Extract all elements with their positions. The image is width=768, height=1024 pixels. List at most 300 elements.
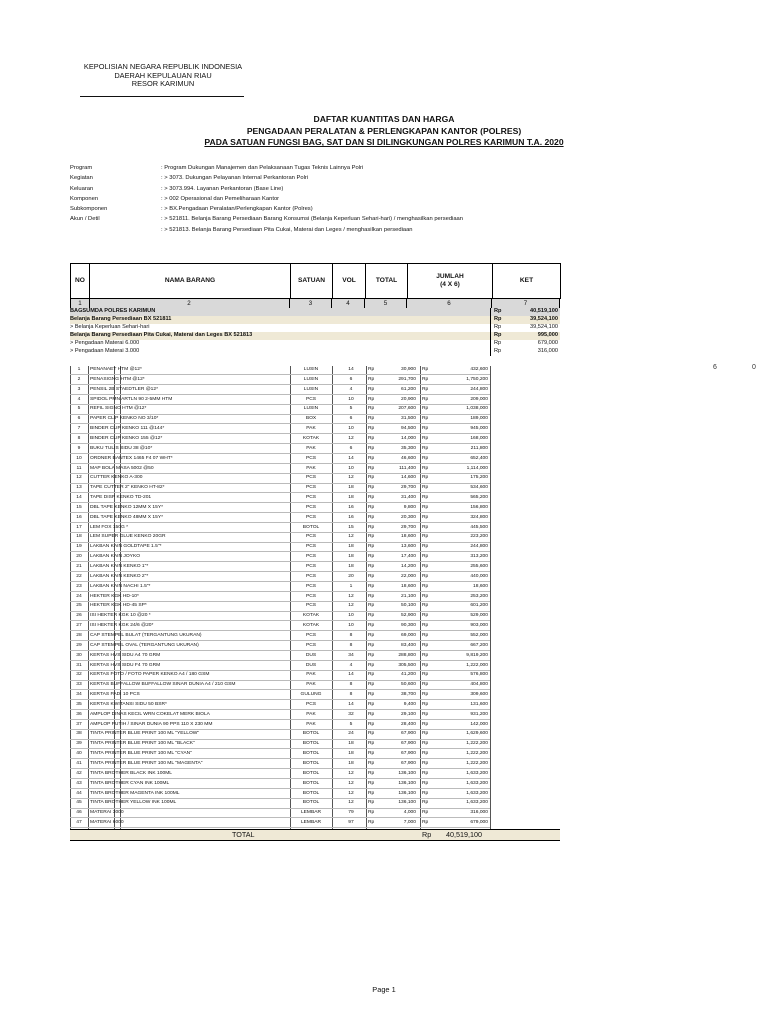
item-amount: 1,038,000 [466,406,488,412]
item-price: 136,100 [398,780,416,786]
item-unit: KOTAK [302,613,320,619]
item-rp: Rp [368,692,375,698]
meta-label: Komponen [70,195,99,202]
item-amount: 445,500 [470,524,488,530]
item-no: 41 [76,761,82,766]
item-name: REFIL SIGNO HTM @12* [90,406,147,412]
column-number-row [70,299,560,308]
item-vol: 18 [348,544,354,550]
item-rp: Rp [422,672,429,678]
item-amount: 1,222,000 [466,662,488,668]
item-no: 1 [77,367,81,372]
item-no: 7 [77,426,81,432]
item-rp: Rp [368,593,375,599]
item-vol: 18 [348,751,354,757]
col-header-total: TOTAL [366,264,408,299]
title-line-1: DAFTAR KUANTITAS DAN HARGA [313,114,455,124]
item-price: 20,900 [401,396,416,402]
item-amount: 142,000 [470,721,488,727]
item-name: TAPE CUTTER 2" KENKO HT-82* [90,485,165,491]
item-no: 15 [76,504,82,510]
column-number: 4 [332,299,365,308]
item-name: TINTA PRINTER BLUE PRINT 100 ML "YELLOW" [90,731,200,737]
item-rp: Rp [422,386,429,392]
item-name: TINTA BROTHER YELLOW INK 100ML [90,800,177,806]
item-vol: 18 [348,554,354,560]
item-rp: Rp [422,721,429,727]
item-rp: Rp [422,770,429,776]
item-amount: 534,600 [470,485,488,491]
item-name: BINDER CLIP KENKO 155 @12* [90,435,163,441]
item-amount: 309,600 [470,692,488,698]
item-vol: 8 [349,632,353,638]
item-unit: PAK [306,445,316,451]
item-vol: 97 [348,820,354,826]
item-vol: 14 [348,701,354,707]
item-rp: Rp [422,396,429,402]
item-amount: 903,000 [470,623,488,629]
item-vol: 18 [348,485,354,491]
item-no: 16 [76,514,82,520]
item-rp: Rp [368,534,375,540]
item-vol: 15 [348,524,354,530]
item-unit: LUSIN [303,406,319,412]
item-unit: BOTOL [302,770,320,776]
item-unit: PCS [305,632,317,638]
table-row [70,730,490,739]
item-no: 25 [76,603,82,609]
table-row [70,415,490,424]
item-rp: Rp [368,820,375,826]
letterhead [82,63,244,89]
item-rp: Rp [422,800,429,806]
item-name: KERTAS FOTO / FOTO PAPER KENKO A4 / 180 GSM [90,672,210,678]
item-rp: Rp [368,721,375,727]
item-name: CAP STEMPEL BULAT (TERGANTUNG UKURAN) [90,632,202,638]
item-unit: BOTOL [302,780,320,786]
item-rp: Rp [422,495,429,501]
item-price: 21,100 [401,593,416,599]
table-row [70,602,490,611]
item-price: 9,400 [403,701,416,707]
table-row [70,780,490,789]
item-unit: PAK [306,682,316,688]
letterhead-line-3: RESOR KARIMUN [131,79,195,89]
summary-divider [490,308,491,316]
item-rp: Rp [368,386,375,392]
item-unit: LEMBAR [300,820,322,826]
item-rp: Rp [368,485,375,491]
item-vol: 12 [348,534,354,540]
item-no: 31 [76,662,82,668]
item-amount: 18,600 [473,583,488,589]
item-amount: 1,222,200 [466,761,488,766]
item-unit: BOX [305,416,317,422]
total-label: TOTAL [232,830,255,839]
item-rp: Rp [422,426,429,432]
item-price: 4,000 [403,810,416,816]
item-rp: Rp [422,544,429,550]
item-name: AMPLOP PUTIH / SINAR DUNIA 90 PPS 110 X 230 MM [90,721,213,727]
item-rp: Rp [422,652,429,658]
item-rp: Rp [422,376,429,382]
table-row [70,484,490,493]
table-row [70,504,490,513]
item-price: 305,500 [398,662,416,668]
item-unit: PCS [305,396,317,402]
item-rp: Rp [422,662,429,668]
item-vol: 12 [348,800,354,806]
letterhead-line-2: DAERAH KEPULAUAN RIAU [114,70,212,80]
item-price: 22,000 [401,573,416,579]
item-amount: 601,200 [470,603,488,609]
item-unit: LUSIN [303,367,319,372]
item-vol: 14 [348,455,354,461]
item-rp: Rp [368,800,375,806]
item-unit: PCS [305,642,317,648]
item-amount: 931,200 [470,711,488,717]
table-row [70,386,490,395]
summary-label: > Pengadaan Materai 3.000 [70,348,140,354]
item-no: 23 [76,583,82,589]
item-no: 5 [77,406,81,412]
item-name: TINTA BROTHER CYAN INK 100ML [90,780,170,786]
item-vol: 12 [348,593,354,599]
table-row [70,573,490,582]
item-amount: 529,000 [470,613,488,619]
col-header-jumlah: JUMLAH (4 X 6) [408,264,493,299]
item-rp: Rp [422,780,429,786]
item-unit: PCS [305,564,317,569]
item-rp: Rp [422,810,429,816]
item-rp: Rp [368,514,375,520]
item-price: 46,600 [401,455,416,461]
item-vol: 5 [349,406,353,412]
item-name: HEKTER KGK HD-45 SP* [90,603,147,609]
table-row [70,524,490,533]
item-rp: Rp [422,524,429,530]
item-rp: Rp [368,701,375,707]
table-row [70,691,490,700]
item-no: 38 [76,731,82,737]
item-vol: 18 [348,564,354,569]
item-unit: PCS [305,455,317,461]
item-price: 50,100 [401,603,416,609]
item-rp: Rp [422,416,429,422]
item-rp: Rp [422,731,429,737]
item-rp: Rp [368,741,375,747]
item-vol: 12 [348,780,354,786]
item-unit: LUSIN [303,386,319,392]
column-number: 1 [70,299,90,308]
item-price: 20,300 [401,514,416,520]
table-row [70,593,490,602]
item-vol: 8 [349,642,353,648]
item-name: KERTAS KWITANSI SIDU 50 BSR* [90,701,167,707]
item-rp: Rp [422,751,429,757]
summary-label: Belanja Barang Persediaan BX 521811 [70,316,172,322]
item-vol: 24 [348,731,354,737]
meta-label: Kegiatan [70,175,93,182]
item-price: 7,000 [403,820,416,826]
item-vol: 6 [349,445,353,451]
item-amount: 223,200 [470,534,488,540]
item-price: 41,200 [401,672,416,678]
item-name: KERTAS HVS SIDU A4 70 GRM [90,652,161,658]
item-no: 12 [76,475,82,481]
item-no: 18 [76,534,82,540]
item-unit: PCS [305,554,317,560]
item-rp: Rp [422,623,429,629]
item-unit: PCS [305,504,317,510]
item-rp: Rp [368,623,375,629]
item-rp: Rp [368,554,375,560]
item-price: 29,100 [401,711,416,717]
table-row [70,740,490,749]
summary-value: 679,000 [537,340,558,346]
item-amount: 156,800 [470,504,488,510]
item-amount: 679,000 [470,820,488,826]
column-number: 2 [89,299,290,308]
table-row [70,750,490,759]
summary-row [70,340,560,348]
table-header [70,263,561,299]
col-header-no: NO [71,264,90,299]
item-no: 28 [76,632,82,638]
table-row [70,455,490,464]
item-vol: 14 [348,672,354,678]
summary-value: 316,000 [537,348,558,354]
item-rp: Rp [422,642,429,648]
item-price: 136,100 [398,790,416,796]
summary-row [70,348,560,356]
item-no: 32 [76,672,82,678]
item-vol: 1 [349,583,353,589]
item-rp: Rp [368,652,375,658]
table-row [70,632,490,641]
table-row [70,612,490,621]
item-name: TINTA BROTHER BLACK INK 100ML [90,770,172,776]
item-no: 34 [76,692,82,698]
item-name: ISI HEKTER KGK 24/6 @20* [90,623,154,629]
item-rp: Rp [422,593,429,599]
item-price: 31,400 [401,495,416,501]
page-number: Page 1 [372,985,396,994]
item-vol: 6 [349,376,353,382]
meta-value: : Program Dukungan Manajemen dan Pelaksanaan Tugas Teknis Lainnya Polri [161,165,364,171]
item-rp: Rp [368,731,375,737]
item-amount: 316,000 [470,810,488,816]
table-row [70,711,490,720]
meta-label: Subkomponen [70,206,108,213]
item-name: KERTAS BUFFALLOW BUFFALLOW SINAR DUNIA A4 / 210 GSM [90,682,236,688]
item-unit: LUSIN [303,376,319,382]
summary-divider [490,340,491,348]
col-header-ket: KET [493,264,561,299]
summary-label: BAGSUMDA POLRES KARIMUN [70,308,156,314]
item-no: 33 [76,682,82,688]
item-rp: Rp [368,435,375,441]
item-price: 17,400 [401,554,416,560]
item-rp: Rp [422,761,429,766]
item-name: MAP BOLA MASA 5002 @50 [90,465,154,471]
item-price: 9,800 [403,504,416,510]
item-no: 6 [77,416,81,422]
item-rp: Rp [368,445,375,451]
column-number: 6 [407,299,492,308]
item-rp: Rp [368,751,375,757]
item-price: 111,400 [399,465,416,471]
summary-rp: Rp [494,340,502,346]
item-vol: 12 [348,435,354,441]
item-name: TINTA BROTHER MAGENTA INK 100ML [90,790,180,796]
table-row [70,671,490,680]
item-no: 45 [76,800,82,806]
summary-rp: Rp [494,348,502,354]
item-name: TINTA PRINTER BLUE PRINT 100 ML "MAGENTA" [90,761,203,766]
item-price: 69,000 [401,632,416,638]
item-vol: 12 [348,475,354,481]
item-price: 29,700 [401,485,416,491]
item-name: BUKU TULIS SIDU 38 @10* [90,445,153,451]
title-line-2: PENGADAAN PERALATAN & PERLENGKAPAN KANTOR (POLRES) [246,125,522,136]
meta-label: Keluaran [70,185,94,192]
item-name: LAKBAN KAIN JOYKO [90,554,141,560]
item-name: SPIDOL PMN ARTLN 90 2-5MM HTM [90,396,173,402]
item-rp: Rp [368,376,375,382]
col-header-vol: VOL [333,264,366,299]
item-unit: PCS [305,593,317,599]
item-vol: 18 [348,495,354,501]
item-amount: 1,629,600 [466,731,488,737]
item-vol: 18 [348,741,354,747]
table-row [70,376,490,385]
item-unit: PCS [305,534,317,540]
item-no: 47 [76,820,82,826]
item-price: 67,900 [401,741,416,747]
item-vol: 4 [349,386,353,392]
item-no: 2 [77,376,81,382]
item-name: DBL TAPE KENKO 48MM X 15Y* [90,514,164,520]
item-no: 19 [76,544,82,550]
item-name: PENSIL 2B STAEDTLER @12* [90,386,159,392]
summary-divider [490,348,491,356]
table-row [70,819,490,828]
summary-rp: Rp [494,324,502,330]
item-no: 11 [76,465,82,471]
table-row [70,553,490,562]
item-vol: 10 [348,396,354,402]
table-row [70,494,490,503]
item-vol: 4 [349,662,353,668]
item-no: 3 [77,386,81,392]
table-row [70,563,490,572]
item-rp: Rp [368,682,375,688]
item-unit: PAK [306,721,316,727]
table-row [70,474,490,483]
item-unit: PCS [305,583,317,589]
summary-divider [490,324,491,332]
item-price: 94,500 [401,426,416,432]
table-row [70,809,490,818]
item-unit: PCS [305,603,317,609]
total-row [70,829,560,841]
meta-value: : > 002 Operasional dan Pemeliharaan Kantor [161,195,280,202]
item-amount: 1,222,200 [466,751,488,757]
item-vol: 6 [349,416,353,422]
item-rp: Rp [368,465,375,471]
item-name: PENASIGNG HTM @12* [90,376,145,382]
item-rp: Rp [422,711,429,717]
item-no: 42 [76,770,82,776]
item-no: 13 [76,485,82,491]
summary-value: 40,519,100 [530,308,558,314]
item-vol: 34 [348,652,354,658]
item-unit: DUS [305,662,317,668]
item-amount: 131,600 [470,701,488,707]
table-row [70,642,490,651]
item-rp: Rp [368,632,375,638]
item-name: LAKBAN KAIN KENKO 2"* [90,573,149,579]
item-unit: BOTOL [302,761,320,766]
table-row [70,622,490,631]
item-unit: PCS [305,495,317,501]
item-rp: Rp [422,632,429,638]
item-rp: Rp [368,524,375,530]
item-no: 8 [77,435,81,441]
item-amount: 1,114,000 [466,465,488,471]
item-amount: 440,000 [470,573,488,579]
item-rp: Rp [422,435,429,441]
item-rp: Rp [368,495,375,501]
item-rp: Rp [368,367,375,372]
meta-value: : > BX.Pengadaan Peralatan/Perlengkapan Kantor (Polres) [161,206,313,213]
item-no: 17 [76,524,82,530]
item-rp: Rp [422,475,429,481]
item-amount: 168,000 [470,435,488,441]
item-price: 31,500 [401,416,416,422]
item-rp: Rp [368,761,375,766]
item-rp: Rp [368,455,375,461]
item-unit: BOTOL [302,751,320,757]
item-no: 36 [76,711,82,717]
item-rp: Rp [368,790,375,796]
item-amount: 189,000 [470,416,488,422]
item-amount: 1,222,200 [466,741,488,747]
item-price: 13,600 [401,544,416,550]
item-rp: Rp [368,475,375,481]
item-vol: 10 [348,623,354,629]
table-row [70,662,490,671]
item-rp: Rp [422,554,429,560]
item-price: 67,900 [401,761,416,766]
stray-mark: 6 [713,364,717,371]
item-no: 40 [76,751,82,757]
table-row [70,543,490,552]
item-no: 30 [76,652,82,658]
item-price: 291,700 [398,376,416,382]
item-price: 18,600 [401,583,416,589]
meta-label: Akun / Detil [70,216,100,223]
item-price: 18,600 [401,534,416,540]
item-name: MATERAI 3000 [90,810,124,816]
item-vol: 12 [348,603,354,609]
table-row [70,760,490,769]
item-rp: Rp [422,603,429,609]
table-row [70,652,490,661]
letterhead-underline [80,96,244,97]
item-unit: PCS [305,514,317,520]
